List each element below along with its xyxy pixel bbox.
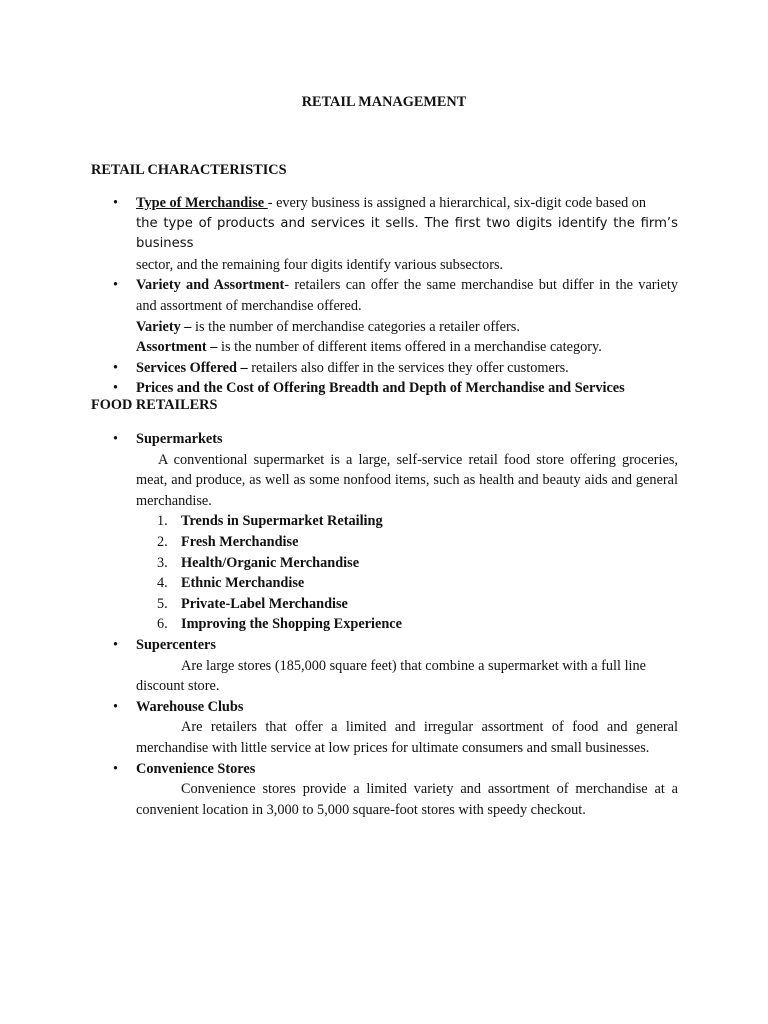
type-of-merchandise-text-b: the type of products and services it sells. The first two digits identify the firm’s business	[136, 215, 678, 252]
type-of-merchandise-text-a: every business is assigned a hierarchical, six-digit code based on	[276, 195, 647, 211]
list-item-supermarkets	[91, 429, 678, 450]
assortment-definition-text: is the number of different items offered in a merchandise category.	[217, 339, 602, 356]
type-of-merchandise-text-c: sector, and the remaining four digits identify various subsectors.	[136, 256, 504, 273]
warehouse-clubs-description: Are retailers that offer a limited and irregular assortment of food and general merchandise with little service at low prices for ultimate consumers and small businesses.	[136, 719, 678, 756]
numbered-item	[91, 532, 678, 553]
assortment-definition	[91, 337, 678, 358]
variety-and-assortment-text: - retailers can offer the same merchandise but differ in the variety and assortment of merchandise offered.	[136, 277, 678, 314]
section-heading-food-retailers: FOOD RETAILERS	[91, 397, 218, 413]
term-prices-and-cost: Prices and the Cost of Offering Breadth and Depth of Merchandise and Services	[136, 380, 625, 397]
list-item-type-of-merchandise	[91, 193, 678, 275]
item-label: Trends in Supermarket Retailing	[181, 513, 383, 530]
item-number: 2.	[157, 533, 168, 550]
item-number: 1.	[157, 513, 168, 530]
food-retailers-list	[91, 429, 678, 820]
variety-definition	[91, 317, 678, 338]
variety-definition-text: is the number of merchandise categories a retailer offers.	[191, 318, 520, 335]
item-label: Health/Organic Merchandise	[181, 554, 360, 571]
item-number: 3.	[157, 554, 168, 571]
list-item-supercenters	[91, 635, 678, 656]
item-number: 5.	[157, 595, 168, 612]
services-offered-text: retailers also differ in the services they offer customers.	[247, 359, 569, 376]
supermarkets-description: A conventional supermarket is a large, self-service retail food store offering groceries, meat, and produce, as well as some nonfood items, such as health and beauty aids and general merchandise.	[136, 451, 678, 509]
term-type-of-merchandise: Type of Merchandise	[136, 195, 268, 211]
item-label: Fresh Merchandise	[181, 533, 299, 550]
numbered-item	[91, 573, 678, 594]
term-services-offered: Services Offered –	[136, 359, 248, 376]
convenience-stores-description: Convenience stores provide a limited variety and assortment of merchandise at a convenient location in 3,000 to 5,000 square-foot stores with speedy checkout.	[136, 781, 678, 818]
term-supermarkets: Supermarkets	[136, 431, 223, 447]
term-variety: Variety –	[136, 318, 192, 335]
list-item-warehouse-clubs	[91, 697, 678, 718]
item-label: Improving the Shopping Experience	[181, 616, 402, 633]
item-number: 6.	[157, 616, 168, 633]
item-number: 4.	[157, 575, 168, 592]
item-label: Ethnic Merchandise	[181, 575, 305, 592]
term-convenience-stores: Convenience Stores	[136, 760, 256, 777]
numbered-item	[91, 594, 678, 615]
list-item-convenience-stores	[91, 759, 678, 780]
retail-characteristics-list	[91, 193, 678, 399]
term-assortment: Assortment –	[136, 339, 218, 356]
term-separator: -	[267, 195, 277, 211]
term-warehouse-clubs: Warehouse Clubs	[136, 698, 244, 715]
numbered-item	[91, 553, 678, 574]
list-item-variety-and-assortment	[91, 275, 678, 316]
supercenters-description: Are large stores (185,000 square feet) that combine a supermarket with a full line discount store.	[136, 657, 647, 695]
supermarket-trends-list	[91, 511, 678, 635]
term-supercenters: Supercenters	[136, 636, 216, 653]
section-heading-retail-characteristics: RETAIL CHARACTERISTICS	[91, 162, 287, 178]
item-label: Private-Label Merchandise	[181, 595, 348, 612]
document-title: RETAIL MANAGEMENT	[301, 94, 467, 110]
numbered-item	[91, 511, 678, 532]
numbered-item	[91, 614, 678, 635]
list-item-services-offered	[91, 358, 678, 379]
term-variety-and-assortment: Variety and Assortment	[136, 277, 285, 294]
